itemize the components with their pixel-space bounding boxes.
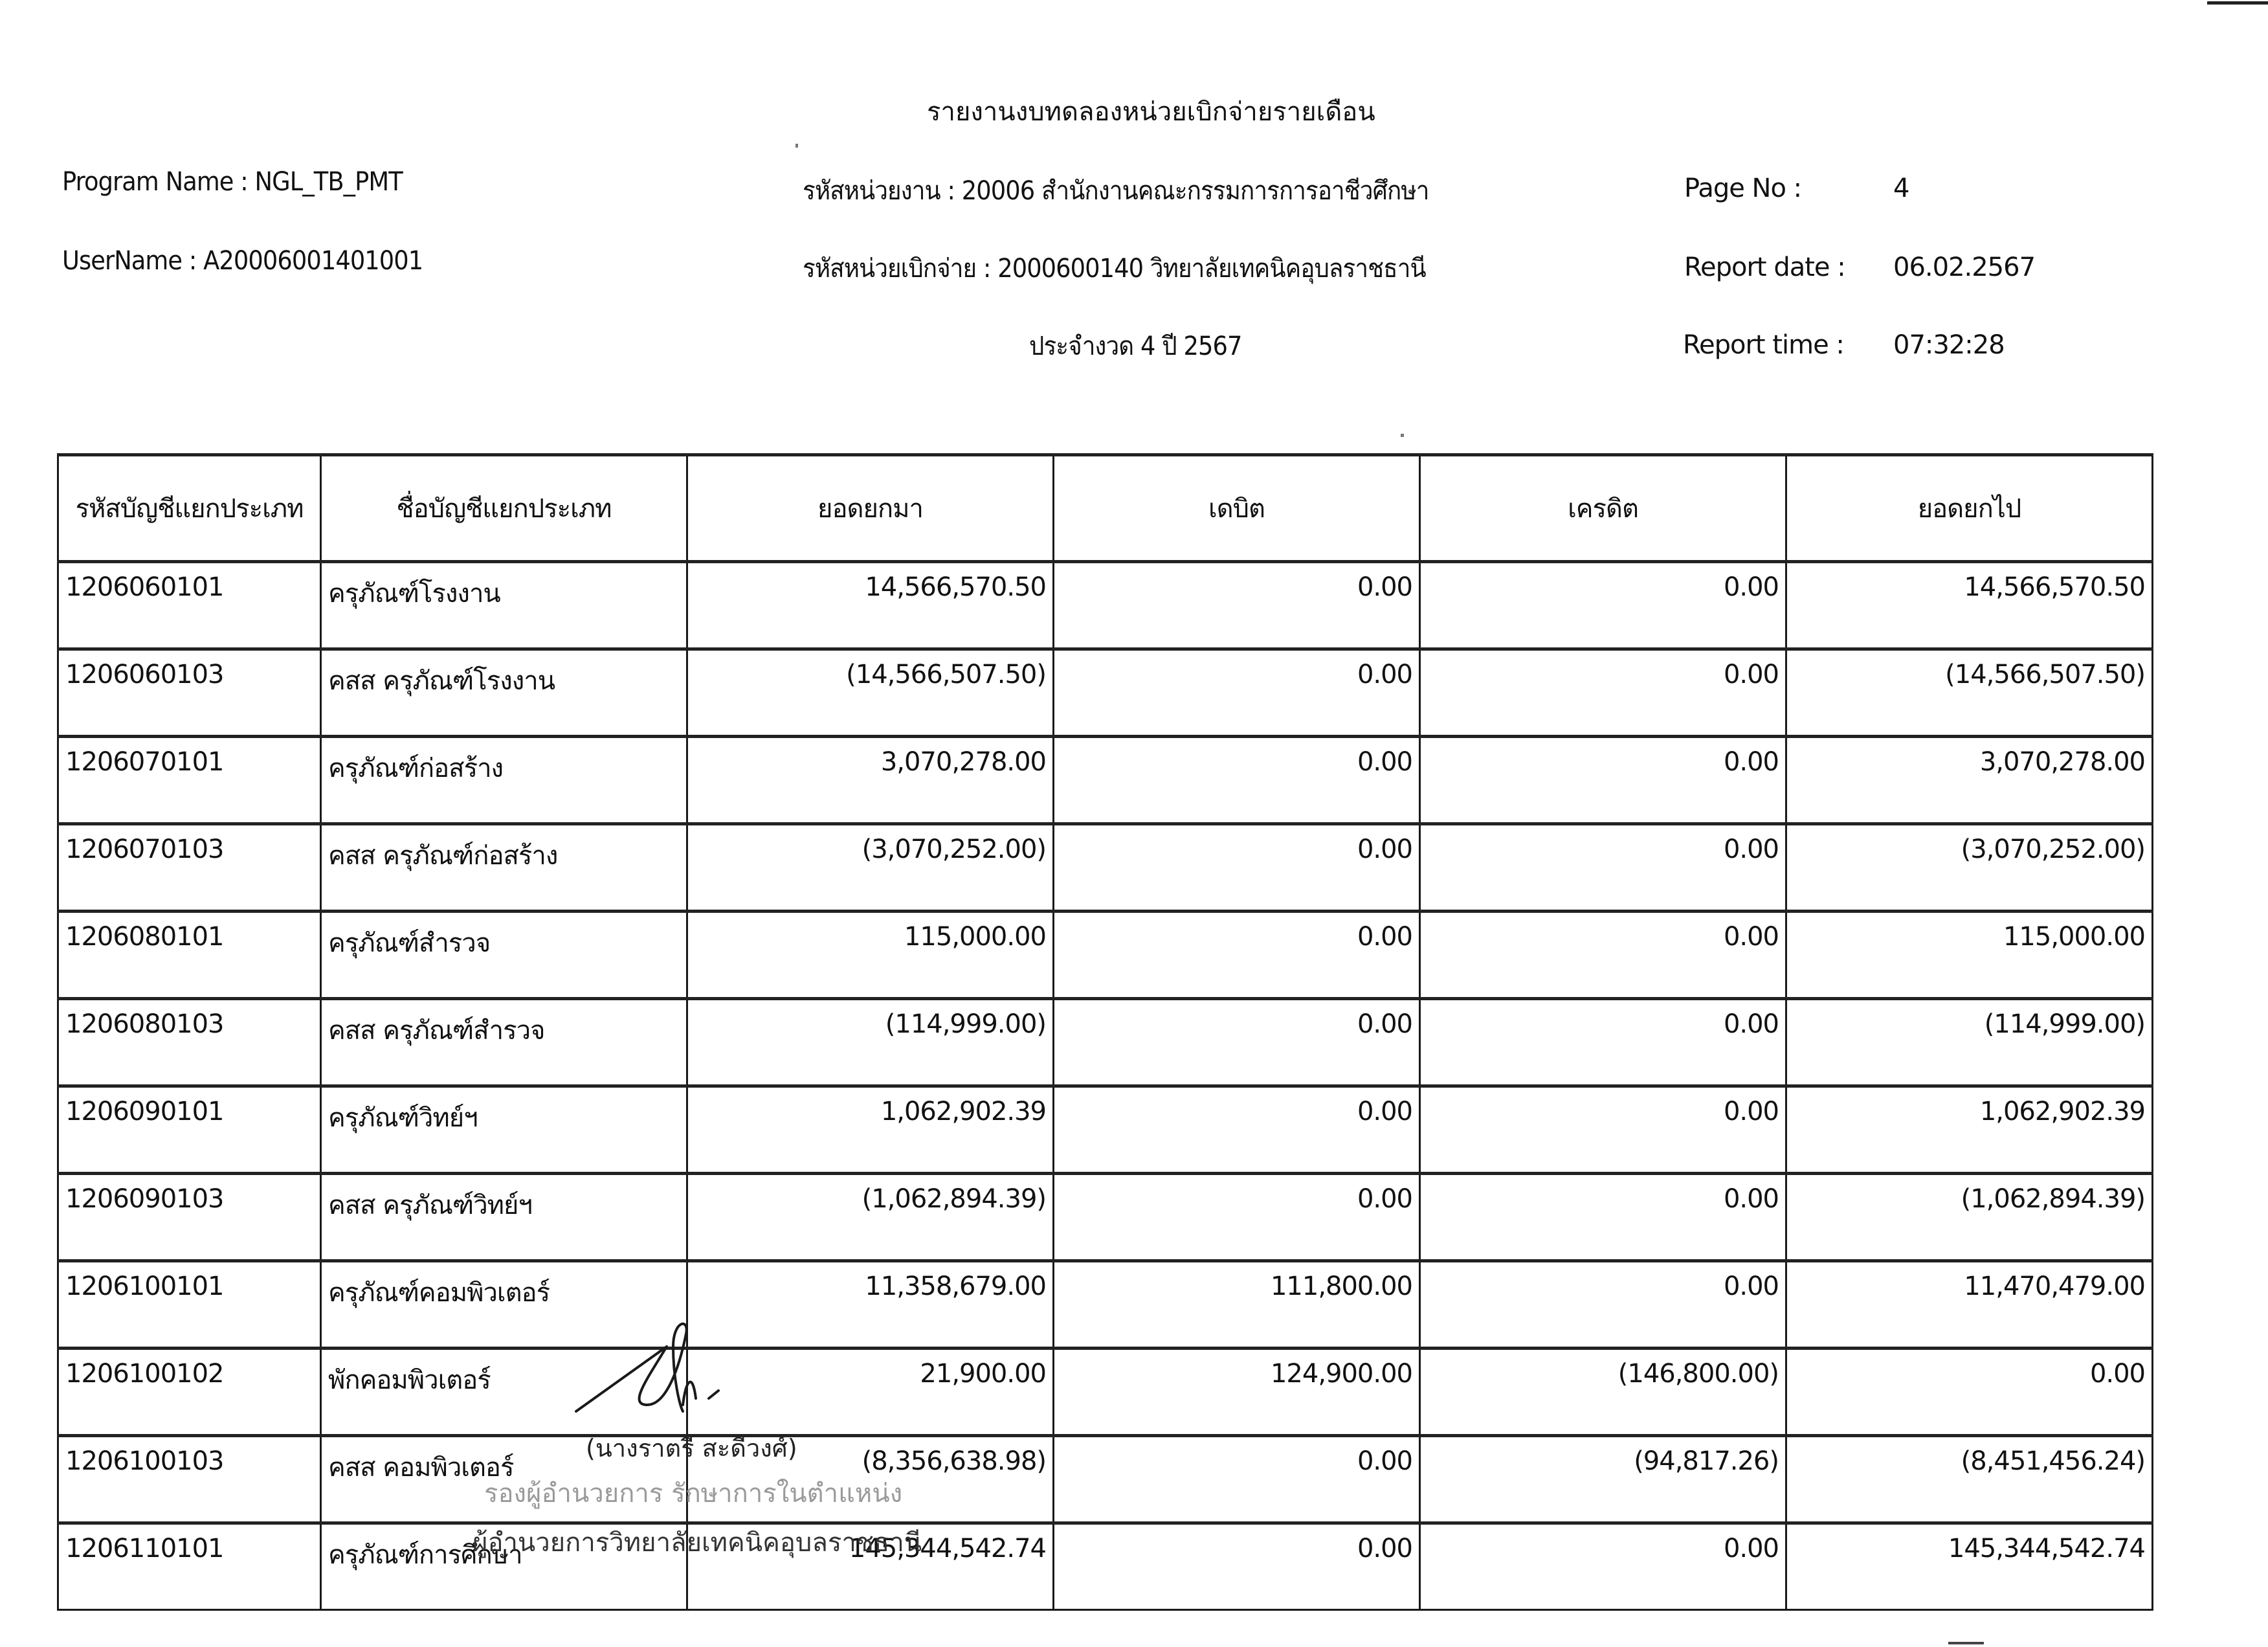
cell-account-name: ครุภัณฑ์โรงงาน bbox=[321, 562, 687, 649]
cell-credit: 0.00 bbox=[1420, 1523, 1786, 1610]
cell-account-name: คสส ครุภัณฑ์วิทย์ฯ bbox=[321, 1174, 687, 1261]
table-row bbox=[58, 1261, 2153, 1349]
report-time-label: Report time : bbox=[1683, 330, 1844, 360]
cell-account-name: คสส ครุภัณฑ์ก่อสร้าง bbox=[321, 824, 687, 912]
scan-mark bbox=[1948, 1642, 1984, 1644]
cell-debit: 0.00 bbox=[1054, 562, 1420, 649]
cell-account-code: 1206080103 bbox=[58, 999, 321, 1086]
cell-credit: 0.00 bbox=[1420, 737, 1786, 824]
cell-debit: 0.00 bbox=[1054, 912, 1420, 999]
col-header-opening-balance: ยอดยกมา bbox=[687, 455, 1054, 562]
cell-debit: 0.00 bbox=[1054, 1174, 1420, 1261]
report-time-value: 07:32:28 bbox=[1893, 330, 2005, 360]
table-row bbox=[58, 999, 2153, 1086]
cell-opening-balance: 3,070,278.00 bbox=[687, 737, 1054, 824]
table-row bbox=[58, 912, 2153, 999]
col-header-credit: เครดิต bbox=[1420, 455, 1786, 562]
cell-account-code: 1206070101 bbox=[58, 737, 321, 824]
cell-credit: 0.00 bbox=[1420, 1174, 1786, 1261]
cell-account-code: 1206090101 bbox=[58, 1086, 321, 1174]
table-row bbox=[58, 1174, 2153, 1261]
cell-closing-balance: 14,566,570.50 bbox=[1786, 562, 2153, 649]
cell-closing-balance: (114,999.00) bbox=[1786, 999, 2153, 1086]
disbursing-unit-code: รหัสหน่วยเบิกจ่าย : 2000600140 วิทยาลัยเทคนิคอุบลราชธานี bbox=[803, 254, 1426, 284]
cell-account-name: ครุภัณฑ์การศึกษา bbox=[321, 1523, 687, 1610]
cell-opening-balance: 14,566,570.50 bbox=[687, 562, 1054, 649]
scan-speck bbox=[1401, 434, 1404, 437]
scan-speck bbox=[795, 144, 798, 148]
col-header-account-code: รหัสบัญชีแยกประเภท bbox=[58, 455, 321, 562]
cell-closing-balance: (14,566,507.50) bbox=[1786, 649, 2153, 737]
cell-account-code: 1206090103 bbox=[58, 1174, 321, 1261]
scan-mark bbox=[2207, 1, 2268, 5]
cell-account-code: 1206100101 bbox=[58, 1261, 321, 1349]
cell-opening-balance: 115,000.00 bbox=[687, 912, 1054, 999]
page-no-value: 4 bbox=[1893, 174, 1909, 203]
table-row bbox=[58, 1436, 2153, 1523]
table-row bbox=[58, 1523, 2153, 1610]
cell-opening-balance: 21,900.00 bbox=[687, 1349, 1054, 1436]
signatory-position: รองผู้อำนวยการ รักษาการในตำแหน่ง bbox=[484, 1479, 903, 1508]
cell-account-name: ครุภัณฑ์ก่อสร้าง bbox=[321, 737, 687, 824]
signatory-unit: ผู้อำนวยการวิทยาลัยเทคนิคอุบลราชธานี bbox=[472, 1528, 922, 1558]
col-header-account-name: ชื่อบัญชีแยกประเภท bbox=[321, 455, 687, 562]
cell-credit: 0.00 bbox=[1420, 999, 1786, 1086]
program-name: Program Name : NGL_TB_PMT bbox=[62, 167, 403, 197]
col-header-debit: เดบิต bbox=[1054, 455, 1420, 562]
cell-credit: 0.00 bbox=[1420, 824, 1786, 912]
report-title: รายงานงบทดลองหน่วยเบิกจ่ายรายเดือน bbox=[927, 97, 1375, 127]
report-date-value: 06.02.2567 bbox=[1893, 252, 2036, 282]
col-header-closing-balance: ยอดยกไป bbox=[1786, 455, 2153, 562]
signatory-name: (นางราตรี สะดีวงศ์) bbox=[586, 1434, 797, 1462]
cell-opening-balance: (14,566,507.50) bbox=[687, 649, 1054, 737]
cell-account-name: ครุภัณฑ์วิทย์ฯ bbox=[321, 1086, 687, 1174]
cell-closing-balance: 11,470,479.00 bbox=[1786, 1261, 2153, 1349]
report-date-label: Report date : bbox=[1684, 252, 1845, 282]
cell-debit: 0.00 bbox=[1054, 1086, 1420, 1174]
cell-account-code: 1206110101 bbox=[58, 1523, 321, 1610]
cell-credit: 0.00 bbox=[1420, 1086, 1786, 1174]
cell-credit: 0.00 bbox=[1420, 912, 1786, 999]
cell-closing-balance: 1,062,902.39 bbox=[1786, 1086, 2153, 1174]
cell-opening-balance: 145,344,542.74 bbox=[687, 1523, 1054, 1610]
cell-debit: 0.00 bbox=[1054, 824, 1420, 912]
signature-scribble-icon bbox=[570, 1308, 764, 1424]
cell-debit: 0.00 bbox=[1054, 1523, 1420, 1610]
cell-account-name: คสส คอมพิวเตอร์ bbox=[321, 1436, 687, 1523]
cell-debit: 111,800.00 bbox=[1054, 1261, 1420, 1349]
table-row bbox=[58, 737, 2153, 824]
cell-closing-balance: 0.00 bbox=[1786, 1349, 2153, 1436]
table-row bbox=[58, 824, 2153, 912]
trial-balance-table bbox=[57, 453, 2153, 1611]
cell-debit: 0.00 bbox=[1054, 737, 1420, 824]
table-row bbox=[58, 562, 2153, 649]
cell-closing-balance: 145,344,542.74 bbox=[1786, 1523, 2153, 1610]
table-header-row bbox=[58, 455, 2153, 562]
cell-account-code: 1206060103 bbox=[58, 649, 321, 737]
cell-account-name: คสส ครุภัณฑ์โรงงาน bbox=[321, 649, 687, 737]
cell-opening-balance: (1,062,894.39) bbox=[687, 1174, 1054, 1261]
cell-account-name: คสส ครุภัณฑ์สำรวจ bbox=[321, 999, 687, 1086]
cell-closing-balance: (3,070,252.00) bbox=[1786, 824, 2153, 912]
cell-closing-balance: 115,000.00 bbox=[1786, 912, 2153, 999]
cell-credit: 0.00 bbox=[1420, 562, 1786, 649]
cell-opening-balance: (114,999.00) bbox=[687, 999, 1054, 1086]
cell-credit: (94,817.26) bbox=[1420, 1436, 1786, 1523]
report-period: ประจำงวด 4 ปี 2567 bbox=[1029, 331, 1242, 361]
cell-opening-balance: (8,356,638.98) bbox=[687, 1436, 1054, 1523]
cell-opening-balance: 1,062,902.39 bbox=[687, 1086, 1054, 1174]
cell-debit: 0.00 bbox=[1054, 1436, 1420, 1523]
cell-debit: 0.00 bbox=[1054, 649, 1420, 737]
cell-account-code: 1206070103 bbox=[58, 824, 321, 912]
cell-closing-balance: 3,070,278.00 bbox=[1786, 737, 2153, 824]
cell-account-name: ครุภัณฑ์คอมพิวเตอร์ bbox=[321, 1261, 687, 1349]
cell-debit: 124,900.00 bbox=[1054, 1349, 1420, 1436]
cell-account-code: 1206080101 bbox=[58, 912, 321, 999]
table-row bbox=[58, 649, 2153, 737]
cell-account-name: พักคอมพิวเตอร์ bbox=[321, 1349, 687, 1436]
table-row bbox=[58, 1349, 2153, 1436]
table-row bbox=[58, 1086, 2153, 1174]
cell-closing-balance: (1,062,894.39) bbox=[1786, 1174, 2153, 1261]
page-no-label: Page No : bbox=[1684, 174, 1802, 203]
cell-account-code: 1206100103 bbox=[58, 1436, 321, 1523]
cell-closing-balance: (8,451,456.24) bbox=[1786, 1436, 2153, 1523]
cell-credit: (146,800.00) bbox=[1420, 1349, 1786, 1436]
cell-credit: 0.00 bbox=[1420, 649, 1786, 737]
cell-account-code: 1206060101 bbox=[58, 562, 321, 649]
cell-account-code: 1206100102 bbox=[58, 1349, 321, 1436]
cell-opening-balance: (3,070,252.00) bbox=[687, 824, 1054, 912]
cell-credit: 0.00 bbox=[1420, 1261, 1786, 1349]
cell-account-name: ครุภัณฑ์สำรวจ bbox=[321, 912, 687, 999]
cell-debit: 0.00 bbox=[1054, 999, 1420, 1086]
agency-code: รหัสหน่วยงาน : 20006 สำนักงานคณะกรรมการการอาชีวศึกษา bbox=[803, 176, 1429, 206]
username: UserName : A20006001401001 bbox=[62, 246, 423, 276]
cell-opening-balance: 11,358,679.00 bbox=[687, 1261, 1054, 1349]
